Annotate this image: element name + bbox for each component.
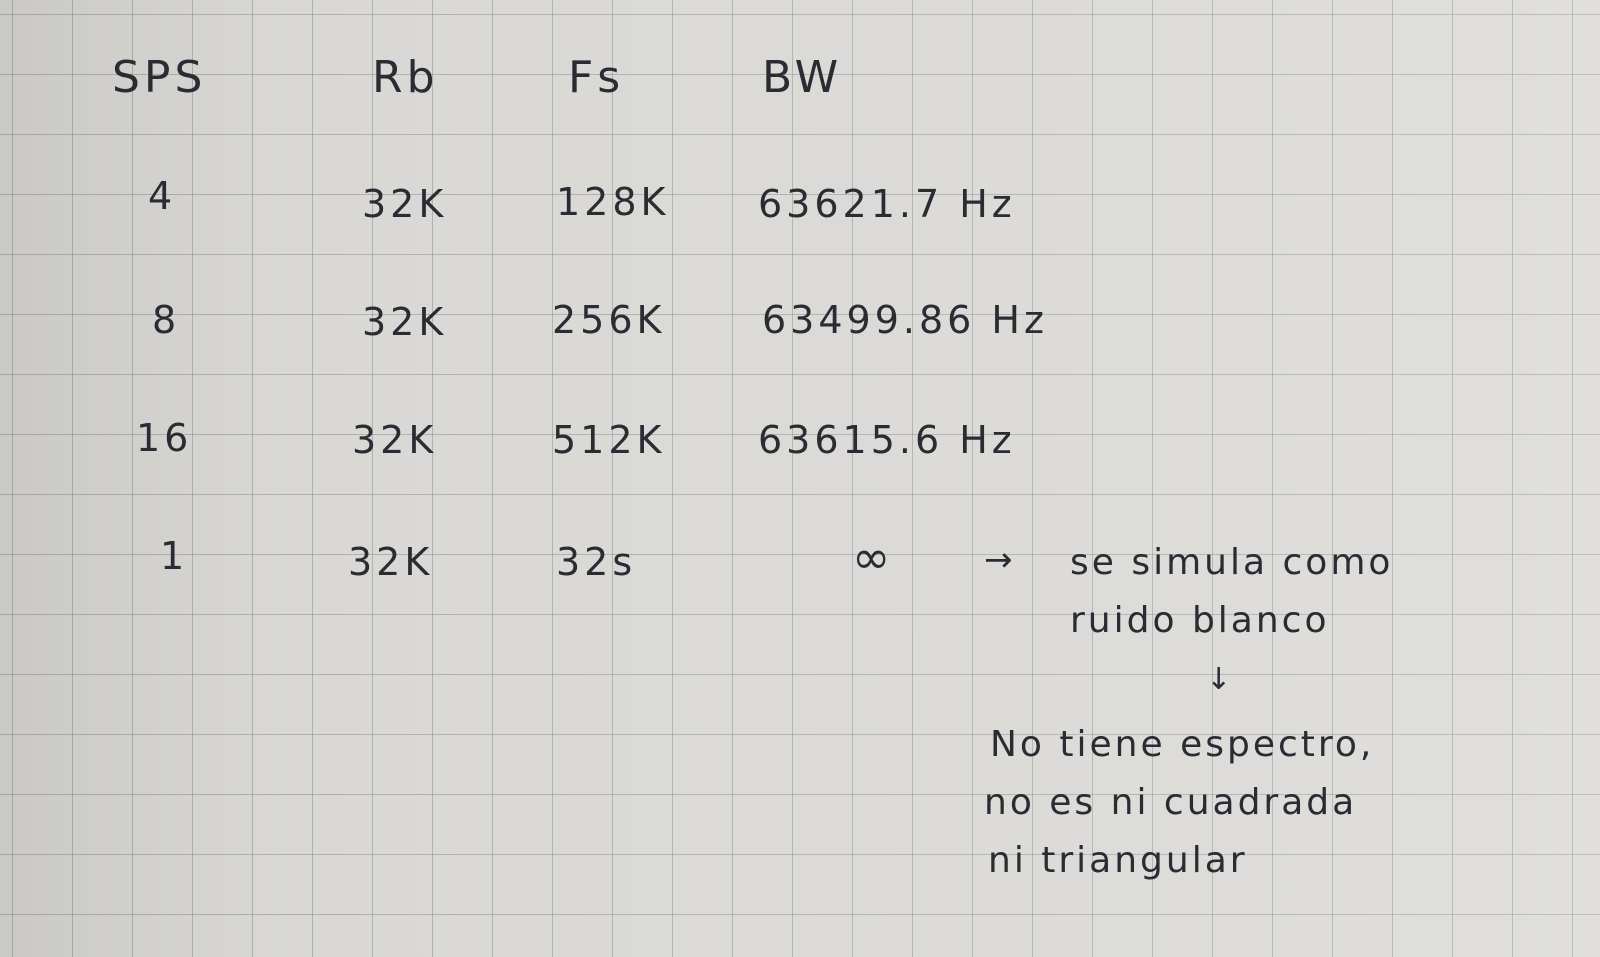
- row1-rb: 32K: [362, 182, 448, 226]
- row1-fs: 128K: [556, 180, 670, 224]
- header-fs: Fs: [568, 52, 625, 103]
- row3-sps: 16: [136, 416, 193, 460]
- row2-sps: 8: [152, 298, 181, 342]
- note-line-3: No tiene espectro,: [990, 724, 1375, 765]
- row2-bw: 63499.86 Hz: [762, 298, 1048, 342]
- note-line-4: no es ni cuadrada: [984, 782, 1358, 823]
- row1-sps: 4: [148, 174, 177, 218]
- header-bw: BW: [762, 52, 843, 103]
- note-line-1: se simula como: [1070, 542, 1394, 583]
- row3-rb: 32K: [352, 418, 438, 462]
- note-arrow-right: →: [984, 540, 1017, 580]
- note-line-2: ruido blanco: [1070, 600, 1330, 641]
- row3-bw: 63615.6 Hz: [758, 418, 1016, 462]
- row2-fs: 256K: [552, 298, 666, 342]
- row2-rb: 32K: [362, 300, 448, 344]
- row4-bw-infinity: ∞: [852, 530, 895, 584]
- note-arrow-down: ↓: [1206, 662, 1236, 697]
- row4-sps: 1: [160, 534, 189, 578]
- row3-fs: 512K: [552, 418, 666, 462]
- row4-rb: 32K: [348, 540, 434, 584]
- header-sps: SPS: [112, 52, 207, 103]
- note-line-5: ni triangular: [988, 840, 1248, 881]
- row1-bw: 63621.7 Hz: [758, 182, 1016, 226]
- header-rb: Rb: [372, 52, 439, 103]
- row4-fs: 32s: [556, 540, 637, 584]
